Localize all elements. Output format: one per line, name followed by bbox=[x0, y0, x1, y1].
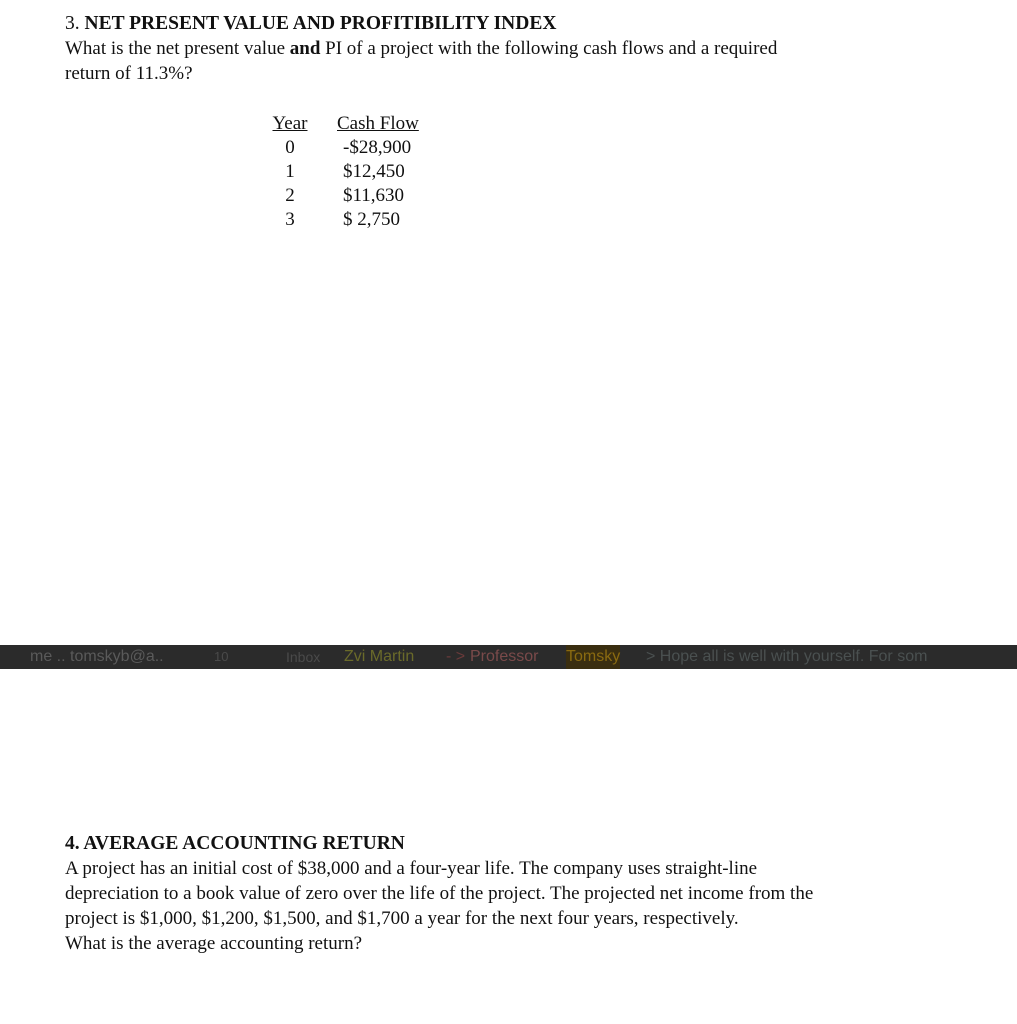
cash-flow-table bbox=[268, 112, 419, 232]
row-gap bbox=[312, 184, 337, 208]
question-3-text-bold: and bbox=[289, 38, 321, 59]
question-4-text bbox=[65, 856, 905, 956]
table-row bbox=[268, 160, 419, 184]
email-to-prefix: Professor bbox=[470, 648, 539, 665]
cash-flow-cell: $11,630 bbox=[343, 185, 405, 206]
question-3-text-line2: return of 11.3%? bbox=[65, 63, 193, 84]
question-4-line-4: What is the average accounting return? bbox=[65, 933, 362, 954]
question-3-number: 3. bbox=[65, 13, 80, 34]
email-from: Zvi Martin bbox=[344, 648, 415, 665]
email-count: 10 bbox=[214, 649, 229, 664]
email-sender[interactable]: me .. tomskyb@a.. bbox=[30, 648, 164, 665]
row-gap bbox=[312, 208, 337, 232]
table-row bbox=[268, 136, 419, 160]
question-4-title: 4. AVERAGE ACCOUNTING RETURN bbox=[65, 833, 405, 854]
year-header: Year bbox=[272, 113, 308, 134]
table-row bbox=[268, 184, 419, 208]
year-cell: 0 bbox=[285, 137, 295, 158]
question-4-line-2: depreciation to a book value of zero over the life of the project. The projected net income from the bbox=[65, 883, 814, 904]
cash-flow-cell: $ 2,750 bbox=[343, 209, 400, 230]
question-3-text-part1: What is the net present value bbox=[65, 38, 290, 59]
cash-flow-cell: $12,450 bbox=[343, 161, 405, 182]
year-cell: 2 bbox=[285, 185, 295, 206]
question-3 bbox=[65, 12, 885, 86]
question-3-title bbox=[65, 12, 885, 36]
question-3-text-part2: PI of a project with the following cash flows and a required bbox=[320, 38, 778, 59]
email-folder-label: Inbox bbox=[286, 649, 321, 665]
question-3-text bbox=[65, 36, 885, 86]
question-4-line-3: project is $1,000, $1,200, $1,500, and $1,700 a year for the next four years, respectively. bbox=[65, 908, 739, 929]
email-snippet: > Hope all is well with yourself. For som bbox=[646, 648, 928, 665]
email-notification-bar[interactable] bbox=[0, 645, 1017, 669]
table-row bbox=[268, 208, 419, 232]
row-gap bbox=[312, 136, 337, 160]
row-gap bbox=[312, 160, 337, 184]
email-to-name: Tomsky bbox=[566, 645, 620, 669]
header-gap bbox=[312, 112, 337, 136]
cash-flow-cell: -$28,900 bbox=[343, 137, 412, 158]
year-cell: 1 bbox=[285, 161, 295, 182]
cash-flow-header: Cash Flow bbox=[337, 113, 419, 134]
question-3-heading: NET PRESENT VALUE AND PROFITIBILITY INDEX bbox=[84, 13, 557, 34]
question-4 bbox=[65, 832, 905, 956]
email-arrow: - > bbox=[446, 648, 466, 665]
year-cell: 3 bbox=[285, 209, 295, 230]
cash-flow-header-row bbox=[268, 112, 419, 136]
question-4-line-1: A project has an initial cost of $38,000 and a four-year life. The company uses straight-line bbox=[65, 858, 758, 879]
